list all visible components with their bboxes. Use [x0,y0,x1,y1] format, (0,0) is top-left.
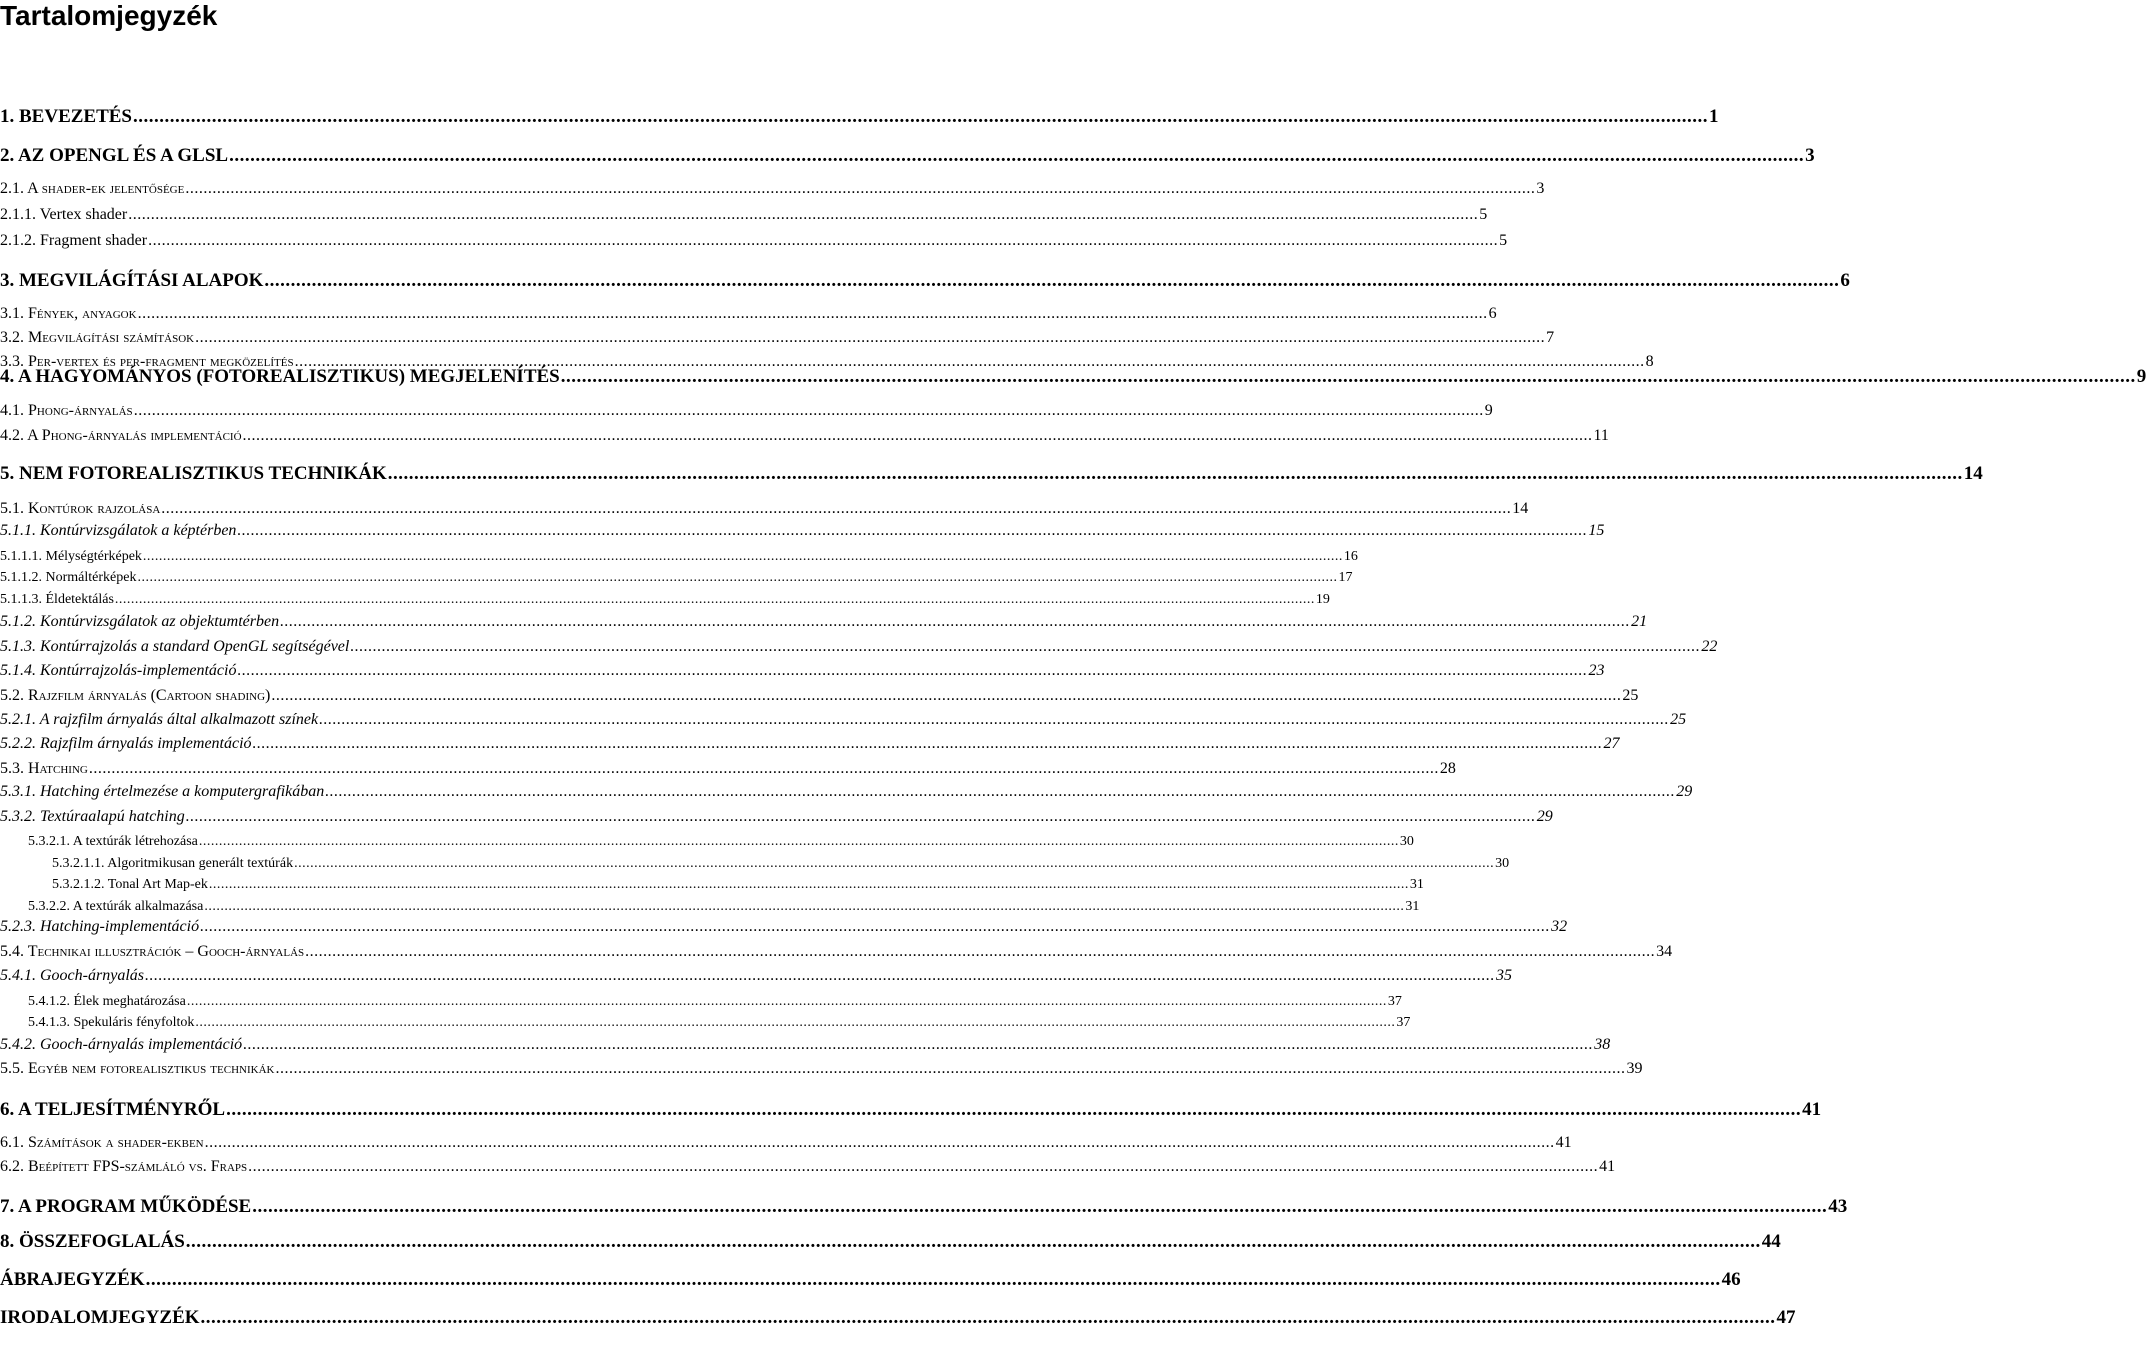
toc-entry[interactable] [0,1231,1781,1253]
dot-leader: ............................................................................................................................................................................................................................................................................................................ [305,943,1656,960]
toc-entry[interactable] [0,106,1719,128]
toc-entry[interactable] [0,1158,1616,1176]
toc-entry[interactable] [0,145,1815,167]
dot-leader: ............................................................................................................................................................................................................................................................................................................ [133,106,1708,127]
toc-entry-page-number: 28 [1439,760,1456,777]
toc-entry-page-number: 5 [1499,232,1508,249]
toc-entry-title: 1. BEVEZETÉS [0,106,132,127]
toc-entry-title: 5.1.1. Kontúrvizsgálatok a képtérben [0,522,237,539]
toc-entry-page-number: 41 [1555,1134,1572,1151]
page-title: Tartalomjegyzék [0,0,218,31]
toc-entry-page-number: 29 [1676,783,1693,800]
toc-entry[interactable] [0,232,1508,250]
toc-entry-page-number: 6 [1488,305,1497,322]
toc-entry-title: 8. ÖSSZEFOGLALÁS [0,1231,185,1252]
dot-leader: ............................................................................................................................................................................................................................................................................................................ [237,522,1588,539]
toc-entry[interactable] [52,877,1424,893]
toc-entry[interactable] [0,1099,1822,1121]
toc-entry-title: 5.2. Rajzfilm árnyalás (Cartoon shading) [0,687,271,704]
toc-entry-page-number: 44 [1761,1231,1781,1252]
toc-entry-title: 6.1. Számítások a shader-ekben [0,1134,204,1151]
dot-leader: ............................................................................................................................................................................................................................................................................................................ [387,463,1963,484]
dot-leader: ............................................................................................................................................................................................................................................................................................................ [248,1158,1599,1175]
dot-leader: ............................................................................................................................................................................................................................................................................................................ [275,1060,1626,1077]
toc-entry[interactable] [28,834,1414,850]
dot-leader: ............................................................................................................................................................................................................................................................................................................ [204,899,1405,914]
toc-entry-page-number: 3 [1536,180,1545,197]
toc-entry-title: 2.1.2. Fragment shader [0,232,148,249]
dot-leader: ............................................................................................................................................................................................................................................................................................................ [319,711,1670,728]
toc-entry-title: 5.3.2.1.1. Algoritmikusan generált textúrák [52,856,294,871]
toc-entry-title: 5.4. Technikai illusztrációk – Gooch-árnyalás [0,943,305,960]
toc-entry-page-number: 25 [1670,711,1687,728]
toc-entry[interactable] [0,1196,1848,1218]
dot-leader: ............................................................................................................................................................................................................................................................................................................ [280,613,1631,630]
toc-entry[interactable] [28,899,1420,915]
dot-leader: ............................................................................................................................................................................................................................................................................................................ [195,1015,1396,1030]
dot-leader: ............................................................................................................................................................................................................................................................................................................ [242,427,1593,444]
toc-entry-page-number: 47 [1776,1307,1796,1328]
toc-entry-title: 2. AZ OPENGL ÉS A GLSL [0,145,229,166]
dot-leader: ............................................................................................................................................................................................................................................................................................................ [294,856,1495,871]
toc-entry-title: 5.4.1. Gooch-árnyalás [0,967,144,984]
dot-leader: ............................................................................................................................................................................................................................................................................................................ [325,783,1676,800]
toc-entry-title: 5.3.2.2. A textúrák alkalmazása [28,899,204,914]
toc-entry-page-number: 30 [1399,834,1414,849]
toc-entry[interactable] [28,994,1402,1010]
toc-entry-title: 4.2. A Phong-árnyalás implementáció [0,427,242,444]
toc-entry-title: 5.4.1.3. Spekuláris fényfoltok [28,1015,195,1030]
dot-leader: ............................................................................................................................................................................................................................................................................................................ [271,687,1622,704]
toc-entry-title: 4. A HAGYOMÁNYOS (FOTOREALISZTIKUS) MEGJELENÍTÉS [0,366,560,387]
toc-entry-page-number: 34 [1656,943,1673,960]
toc-entry[interactable] [0,662,1605,680]
toc-entry[interactable] [0,1269,1741,1291]
dot-leader: ............................................................................................................................................................................................................................................................................................................ [133,402,1484,419]
toc-entry-page-number: 7 [1546,329,1555,346]
toc-entry-page-number: 46 [1721,1269,1741,1290]
toc-entry[interactable] [0,549,1358,565]
dot-leader: ............................................................................................................................................................................................................................................................................................................ [128,206,1479,223]
toc-entry[interactable] [0,427,1609,445]
toc-entry[interactable] [0,570,1353,586]
toc-entry-title: 5.1.1.3. Éldetektálás [0,592,114,607]
toc-entry-title: 5. NEM FOTOREALISZTIKUS TECHNIKÁK [0,463,387,484]
dot-leader: ............................................................................................................................................................................................................................................................................................................ [237,662,1588,679]
dot-leader: ............................................................................................................................................................................................................................................................................................................ [208,877,1409,892]
toc-entry-page-number: 17 [1338,570,1353,585]
toc-entry-title: 3. MEGVILÁGÍTÁSI ALAPOK [0,270,264,291]
toc-entry-title: 5.1.1.1. Mélységtérképek [0,549,142,564]
toc-entry-page-number: 29 [1536,808,1553,825]
toc-entry-title: 3.1. Fények, anyagok [0,305,137,322]
toc-entry[interactable] [0,180,1545,198]
toc-entry-page-number: 1 [1709,106,1719,127]
toc-entry-page-number: 19 [1315,592,1330,607]
toc-entry[interactable] [0,402,1493,420]
toc-entry-title: 5.3.2.1.2. Tonal Art Map-ek [52,877,208,892]
toc-entry-page-number: 25 [1622,687,1639,704]
toc-entry-title: 3.2. Megvilágítási számítások [0,329,195,346]
toc-entry-page-number: 41 [1599,1158,1616,1175]
toc-entry-title: 5.3. Hatching [0,760,88,777]
toc-entry-title: 5.2.3. Hatching-implementáció [0,918,200,935]
dot-leader: ............................................................................................................................................................................................................................................................................................................ [294,353,1645,370]
toc-entry[interactable] [0,270,1850,292]
toc-entry[interactable] [28,1015,1411,1031]
toc-entry[interactable] [0,967,1512,985]
dot-leader: ............................................................................................................................................................................................................................................................................................................ [145,1269,1721,1290]
toc-entry-page-number: 37 [1396,1015,1411,1030]
toc-entry-title: 5.3.2. Textúraalapú hatching [0,808,185,825]
toc-entry-title: 7. A PROGRAM MŰKÖDÉSE [0,1196,252,1217]
toc-entry[interactable] [0,500,1529,518]
toc-entry-title: 5.2.2. Rajzfilm árnyalás implementáció [0,735,252,752]
dot-leader: ............................................................................................................................................................................................................................................................................................................ [350,638,1701,655]
toc-entry-title: 5.3.2.1. A textúrák létrehozása [28,834,198,849]
toc-entry[interactable] [0,735,1620,753]
dot-leader: ............................................................................................................................................................................................................................................................................................................ [252,735,1603,752]
toc-entry-page-number: 38 [1594,1036,1611,1053]
toc-entry-title: 6. A TELJESÍTMÉNYRŐL [0,1099,226,1120]
dot-leader: ............................................................................................................................................................................................................................................................................................................ [243,1036,1594,1053]
dot-leader: ............................................................................................................................................................................................................................................................................................................ [229,145,1805,166]
toc-entry-page-number: 37 [1387,994,1402,1009]
dot-leader: ............................................................................................................................................................................................................................................................................................................ [142,549,1343,564]
toc-entry[interactable] [0,592,1330,608]
toc-entry-title: 6.2. Beépített FPS-számláló vs. Fraps [0,1158,248,1175]
toc-entry-page-number: 27 [1603,735,1620,752]
toc-entry-page-number: 9 [1484,402,1493,419]
dot-leader: ............................................................................................................................................................................................................................................................................................................ [185,1231,1761,1252]
toc-entry-title: 5.1.3. Kontúrrajzolás a standard OpenGL segítségével [0,638,350,655]
toc-entry[interactable] [0,1307,1796,1329]
toc-entry-title: 5.5. Egyéb nem fotorealisztikus technikák [0,1060,275,1077]
dot-leader: ............................................................................................................................................................................................................................................................................................................ [185,180,1536,197]
dot-leader: ............................................................................................................................................................................................................................................................................................................ [137,305,1488,322]
dot-leader: ............................................................................................................................................................................................................................................................................................................ [200,1307,1776,1328]
toc-entry-page-number: 14 [1512,500,1529,517]
dot-leader: ............................................................................................................................................................................................................................................................................................................ [226,1099,1802,1120]
toc-entry-title: 5.1.2. Kontúrvizsgálatok az objektumtérben [0,613,280,630]
dot-leader: ............................................................................................................................................................................................................................................................................................................ [198,834,1399,849]
toc-entry-page-number: 31 [1409,877,1424,892]
toc-entry[interactable] [0,366,2146,388]
dot-leader: ............................................................................................................................................................................................................................................................................................................ [560,366,2136,387]
toc-entry-title: 5.4.2. Gooch-árnyalás implementáció [0,1036,243,1053]
toc-entry-page-number: 31 [1405,899,1420,914]
toc-entry[interactable] [0,206,1488,224]
toc-entry-title: 3.3. Per-vertex és per-fragment megközelítés [0,353,294,370]
toc-entry-page-number: 32 [1551,918,1568,935]
dot-leader: ............................................................................................................................................................................................................................................................................................................ [114,592,1315,607]
dot-leader: ............................................................................................................................................................................................................................................................................................................ [264,270,1840,291]
dot-leader: ............................................................................................................................................................................................................................................................................................................ [148,232,1499,249]
toc-entry-page-number: 22 [1701,638,1718,655]
dot-leader: ............................................................................................................................................................................................................................................................................................................ [185,808,1536,825]
toc-entry-title: 2.1.1. Vertex shader [0,206,128,223]
dot-leader: ............................................................................................................................................................................................................................................................................................................ [144,967,1495,984]
toc-entry[interactable] [0,1134,1572,1152]
toc-entry[interactable] [0,305,1497,323]
toc-entry-page-number: 21 [1631,613,1648,630]
toc-entry[interactable] [0,638,1718,656]
dot-leader: ............................................................................................................................................................................................................................................................................................................ [186,994,1387,1009]
toc-entry[interactable] [0,687,1639,705]
toc-entry-page-number: 23 [1588,662,1605,679]
toc-entry-page-number: 41 [1802,1099,1822,1120]
toc-entry-page-number: 15 [1588,522,1605,539]
dot-leader: ............................................................................................................................................................................................................................................................................................................ [200,918,1551,935]
toc-entry-page-number: 8 [1645,353,1654,370]
toc-entry[interactable] [0,1060,1643,1078]
toc-entry-title: 5.3.1. Hatching értelmezése a komputergrafikában [0,783,325,800]
toc-entry-title: ÁBRAJEGYZÉK [0,1269,145,1290]
toc-entry-page-number: 14 [1963,463,1983,484]
toc-entry-page-number: 11 [1593,427,1609,444]
toc-entry-title: 5.1.4. Kontúrrajzolás-implementáció [0,662,237,679]
toc-entry-page-number: 30 [1495,856,1510,871]
toc-entry[interactable] [0,1036,1611,1054]
toc-entry-page-number: 5 [1479,206,1488,223]
toc-entry-page-number: 6 [1840,270,1850,291]
toc-entry-title: 5.1.1.2. Normáltérképek [0,570,137,585]
dot-leader: ............................................................................................................................................................................................................................................................................................................ [195,329,1546,346]
toc-entry-page-number: 3 [1805,145,1815,166]
toc-entry-title: IRODALOMJEGYZÉK [0,1307,200,1328]
toc-entry[interactable] [0,760,1456,778]
toc-entry[interactable] [0,808,1553,826]
toc-entry-page-number: 35 [1495,967,1512,984]
toc-entry[interactable] [0,329,1555,347]
toc-entry-title: 5.1. Kontúrok rajzolása [0,500,161,517]
dot-leader: ............................................................................................................................................................................................................................................................................................................ [204,1134,1555,1151]
dot-leader: ............................................................................................................................................................................................................................................................................................................ [252,1196,1828,1217]
toc-entry[interactable] [0,783,1693,801]
toc-entry[interactable] [0,918,1568,936]
toc-entry[interactable] [0,613,1648,631]
toc-entry[interactable] [52,856,1510,872]
toc-entry-title: 5.2.1. A rajzfilm árnyalás által alkalmazott színek [0,711,319,728]
dot-leader: ............................................................................................................................................................................................................................................................................................................ [88,760,1439,777]
toc-entry[interactable] [0,522,1605,540]
toc-entry-page-number: 16 [1343,549,1358,564]
toc-entry-title: 5.4.1.2. Élek meghatározása [28,994,186,1009]
toc-entry-title: 2.1. A shader-ek jelentősége [0,180,185,197]
dot-leader: ............................................................................................................................................................................................................................................................................................................ [137,570,1338,585]
toc-entry-page-number: 43 [1828,1196,1848,1217]
toc-entry-page-number: 39 [1626,1060,1643,1077]
toc-entry-title: 4.1. Phong-árnyalás [0,402,133,419]
toc-entry[interactable] [0,943,1673,961]
dot-leader: ............................................................................................................................................................................................................................................................................................................ [161,500,1512,517]
toc-entry[interactable] [0,711,1687,729]
toc-entry-page-number: 9 [2136,366,2146,387]
toc-entry[interactable] [0,463,1983,485]
